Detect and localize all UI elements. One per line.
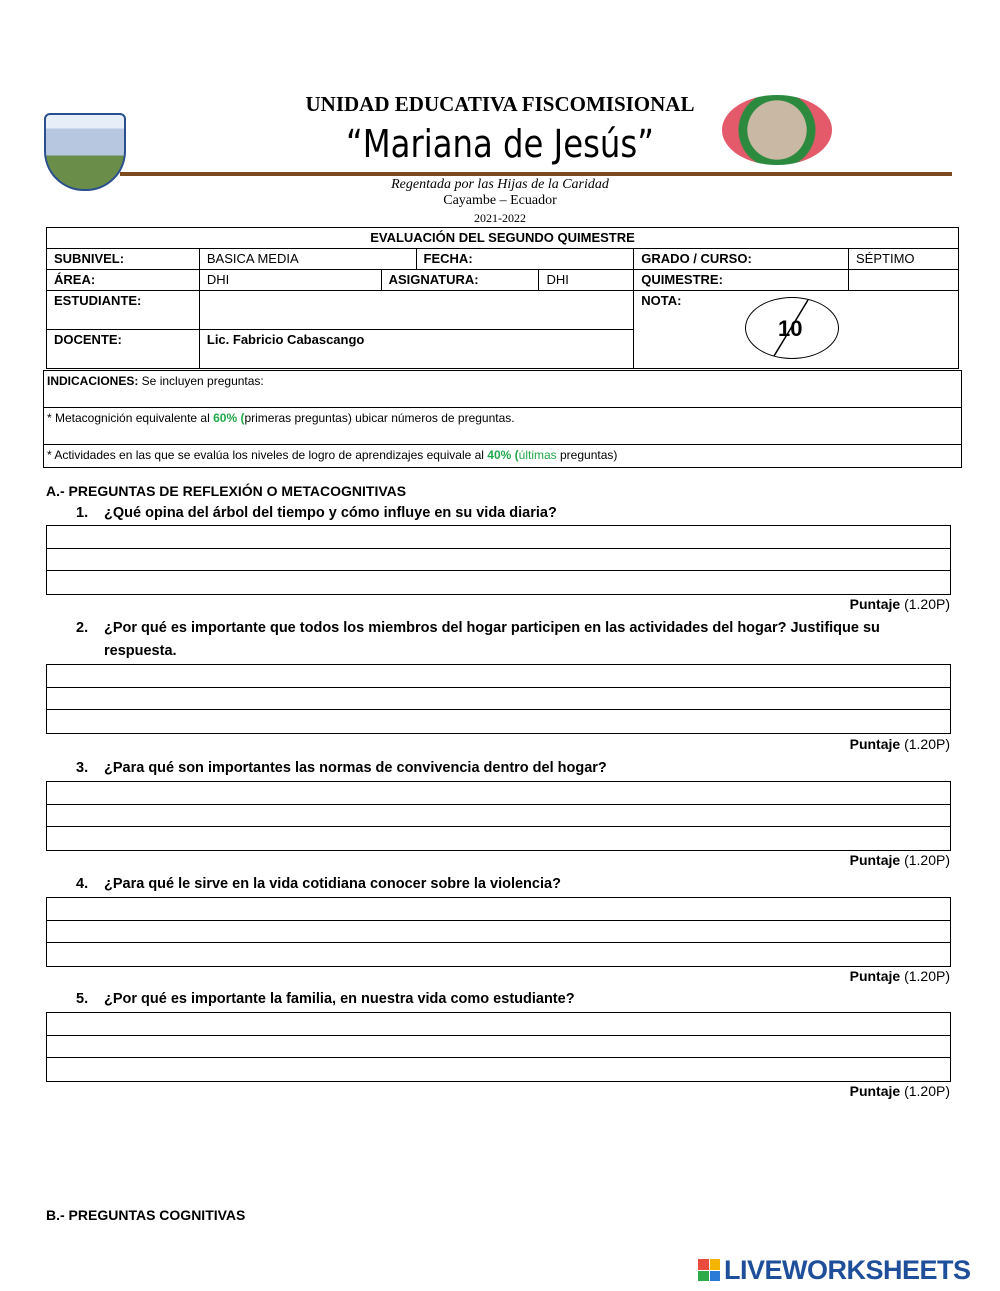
score-value: (1.20P) (900, 596, 950, 612)
score-5 (850, 1083, 950, 1099)
question-number: 4. (76, 876, 89, 892)
evaluation-title: EVALUACIÓN DEL SEGUNDO QUIMESTRE (47, 228, 959, 249)
question-3 (76, 757, 946, 780)
question-number: 2. (76, 620, 89, 636)
score-value: (1.20P) (900, 968, 950, 984)
school-name: “Mariana de Jesús” (346, 122, 654, 166)
question-4 (76, 873, 946, 896)
question-text: ¿Para qué son importantes las normas de convivencia dentro del hogar? (104, 760, 607, 776)
score-label: Puntaje (849, 852, 901, 868)
liveworksheets-brand: LIVEWORKSHEETS (724, 1255, 971, 1285)
subnivel-value: BASICA MEDIA (199, 249, 416, 270)
school-year: 2021-2022 (474, 211, 526, 225)
question-5 (76, 988, 946, 1011)
area-label: ÁREA: (47, 270, 200, 291)
subnivel-label: SUBNIVEL: (47, 249, 200, 270)
area-value: DHI (199, 270, 381, 291)
score-value: (1.20P) (900, 852, 950, 868)
question-2 (76, 617, 954, 663)
question-text: ¿Por qué es importante la familia, en nuestra vida como estudiante? (104, 991, 575, 1007)
question-text: ¿Para qué le sirve en la vida cotidiana conocer sobre la violencia? (104, 876, 561, 892)
indication-1-rest: primeras preguntas) ubicar números de preguntas. (244, 411, 515, 425)
question-number: 3. (76, 760, 89, 776)
question-text: ¿Qué opina del árbol del tiempo y cómo influye en su vida diaria? (104, 505, 557, 521)
answer-line[interactable] (47, 943, 950, 966)
answer-line[interactable] (47, 805, 950, 828)
indication-2-text: * Actividades en las que se evalúa los niveles de logro de aprendizajes equivale al (47, 448, 488, 462)
answer-line[interactable] (47, 827, 950, 850)
liveworksheets-logo-icon (698, 1259, 720, 1281)
grade-circle (745, 297, 839, 359)
score-label: Puntaje (849, 968, 901, 984)
section-a-heading: A.- PREGUNTAS DE REFLEXIÓN O METACOGNITIVAS (46, 483, 407, 499)
question-text: ¿Por qué es importante que todos los miembros del hogar participen en las actividades del hogar? Justifique su respuesta. (104, 620, 880, 659)
docente-value: Lic. Fabricio Cabascango (199, 330, 633, 369)
indications-text: Se incluyen preguntas: (138, 374, 264, 388)
question-number: 5. (76, 991, 89, 1007)
answer-line[interactable] (47, 898, 950, 921)
answer-box-1 (46, 525, 951, 595)
indications-table (43, 370, 962, 468)
asignatura-value: DHI (539, 270, 634, 291)
answer-line[interactable] (47, 571, 950, 594)
score-value: (1.20P) (900, 736, 950, 752)
indication-2-green: últimas (518, 448, 557, 462)
score-label: Puntaje (849, 1083, 901, 1099)
score-1 (850, 596, 950, 612)
quimestre-label: QUIMESTRE: (634, 270, 849, 291)
quimestre-value (849, 270, 959, 291)
fecha-label: FECHA: (416, 249, 634, 270)
score-2 (850, 736, 950, 752)
docente-label: DOCENTE: (47, 330, 200, 369)
indication-1-percent: 60% ( (213, 411, 245, 425)
question-1 (76, 502, 946, 525)
answer-line[interactable] (47, 665, 950, 688)
indication-1-text: * Metacognición equivalente al (47, 411, 214, 425)
answer-box-4 (46, 897, 951, 967)
nota-label: NOTA: (634, 291, 959, 369)
answer-box-5 (46, 1012, 951, 1082)
estudiante-field[interactable] (199, 291, 633, 330)
answer-box-2 (46, 664, 951, 734)
indication-2-rest: preguntas) (556, 448, 618, 462)
estudiante-label: ESTUDIANTE: (47, 291, 200, 330)
answer-line[interactable] (47, 1036, 950, 1059)
answer-line[interactable] (47, 710, 950, 733)
answer-line[interactable] (47, 549, 950, 572)
answer-line[interactable] (47, 1058, 950, 1081)
answer-box-3 (46, 781, 951, 851)
score-label: Puntaje (849, 736, 901, 752)
score-label: Puntaje (849, 596, 901, 612)
answer-line[interactable] (47, 782, 950, 805)
question-number: 1. (76, 505, 89, 521)
answer-line[interactable] (47, 688, 950, 711)
grado-label: GRADO / CURSO: (634, 249, 849, 270)
header-rule (120, 172, 952, 176)
asignatura-label: ASIGNATURA: (381, 270, 539, 291)
answer-line[interactable] (47, 1013, 950, 1036)
answer-line[interactable] (47, 921, 950, 944)
score-value: (1.20P) (900, 1083, 950, 1099)
location: Cayambe – Ecuador (443, 193, 557, 208)
score-3 (850, 852, 950, 868)
subtitle: Regentada por las Hijas de la Caridad (391, 177, 609, 192)
indications-label: INDICACIONES: (47, 374, 139, 388)
grade-max: 10 (778, 316, 803, 341)
grado-value: SÉPTIMO (849, 249, 959, 270)
school-type: UNIDAD EDUCATIVA FISCOMISIONAL (305, 92, 695, 116)
score-4 (850, 968, 950, 984)
section-b-heading: B.- PREGUNTAS COGNITIVAS (46, 1207, 246, 1223)
indication-2-percent: 40% ( (487, 448, 519, 462)
answer-line[interactable] (47, 526, 950, 549)
